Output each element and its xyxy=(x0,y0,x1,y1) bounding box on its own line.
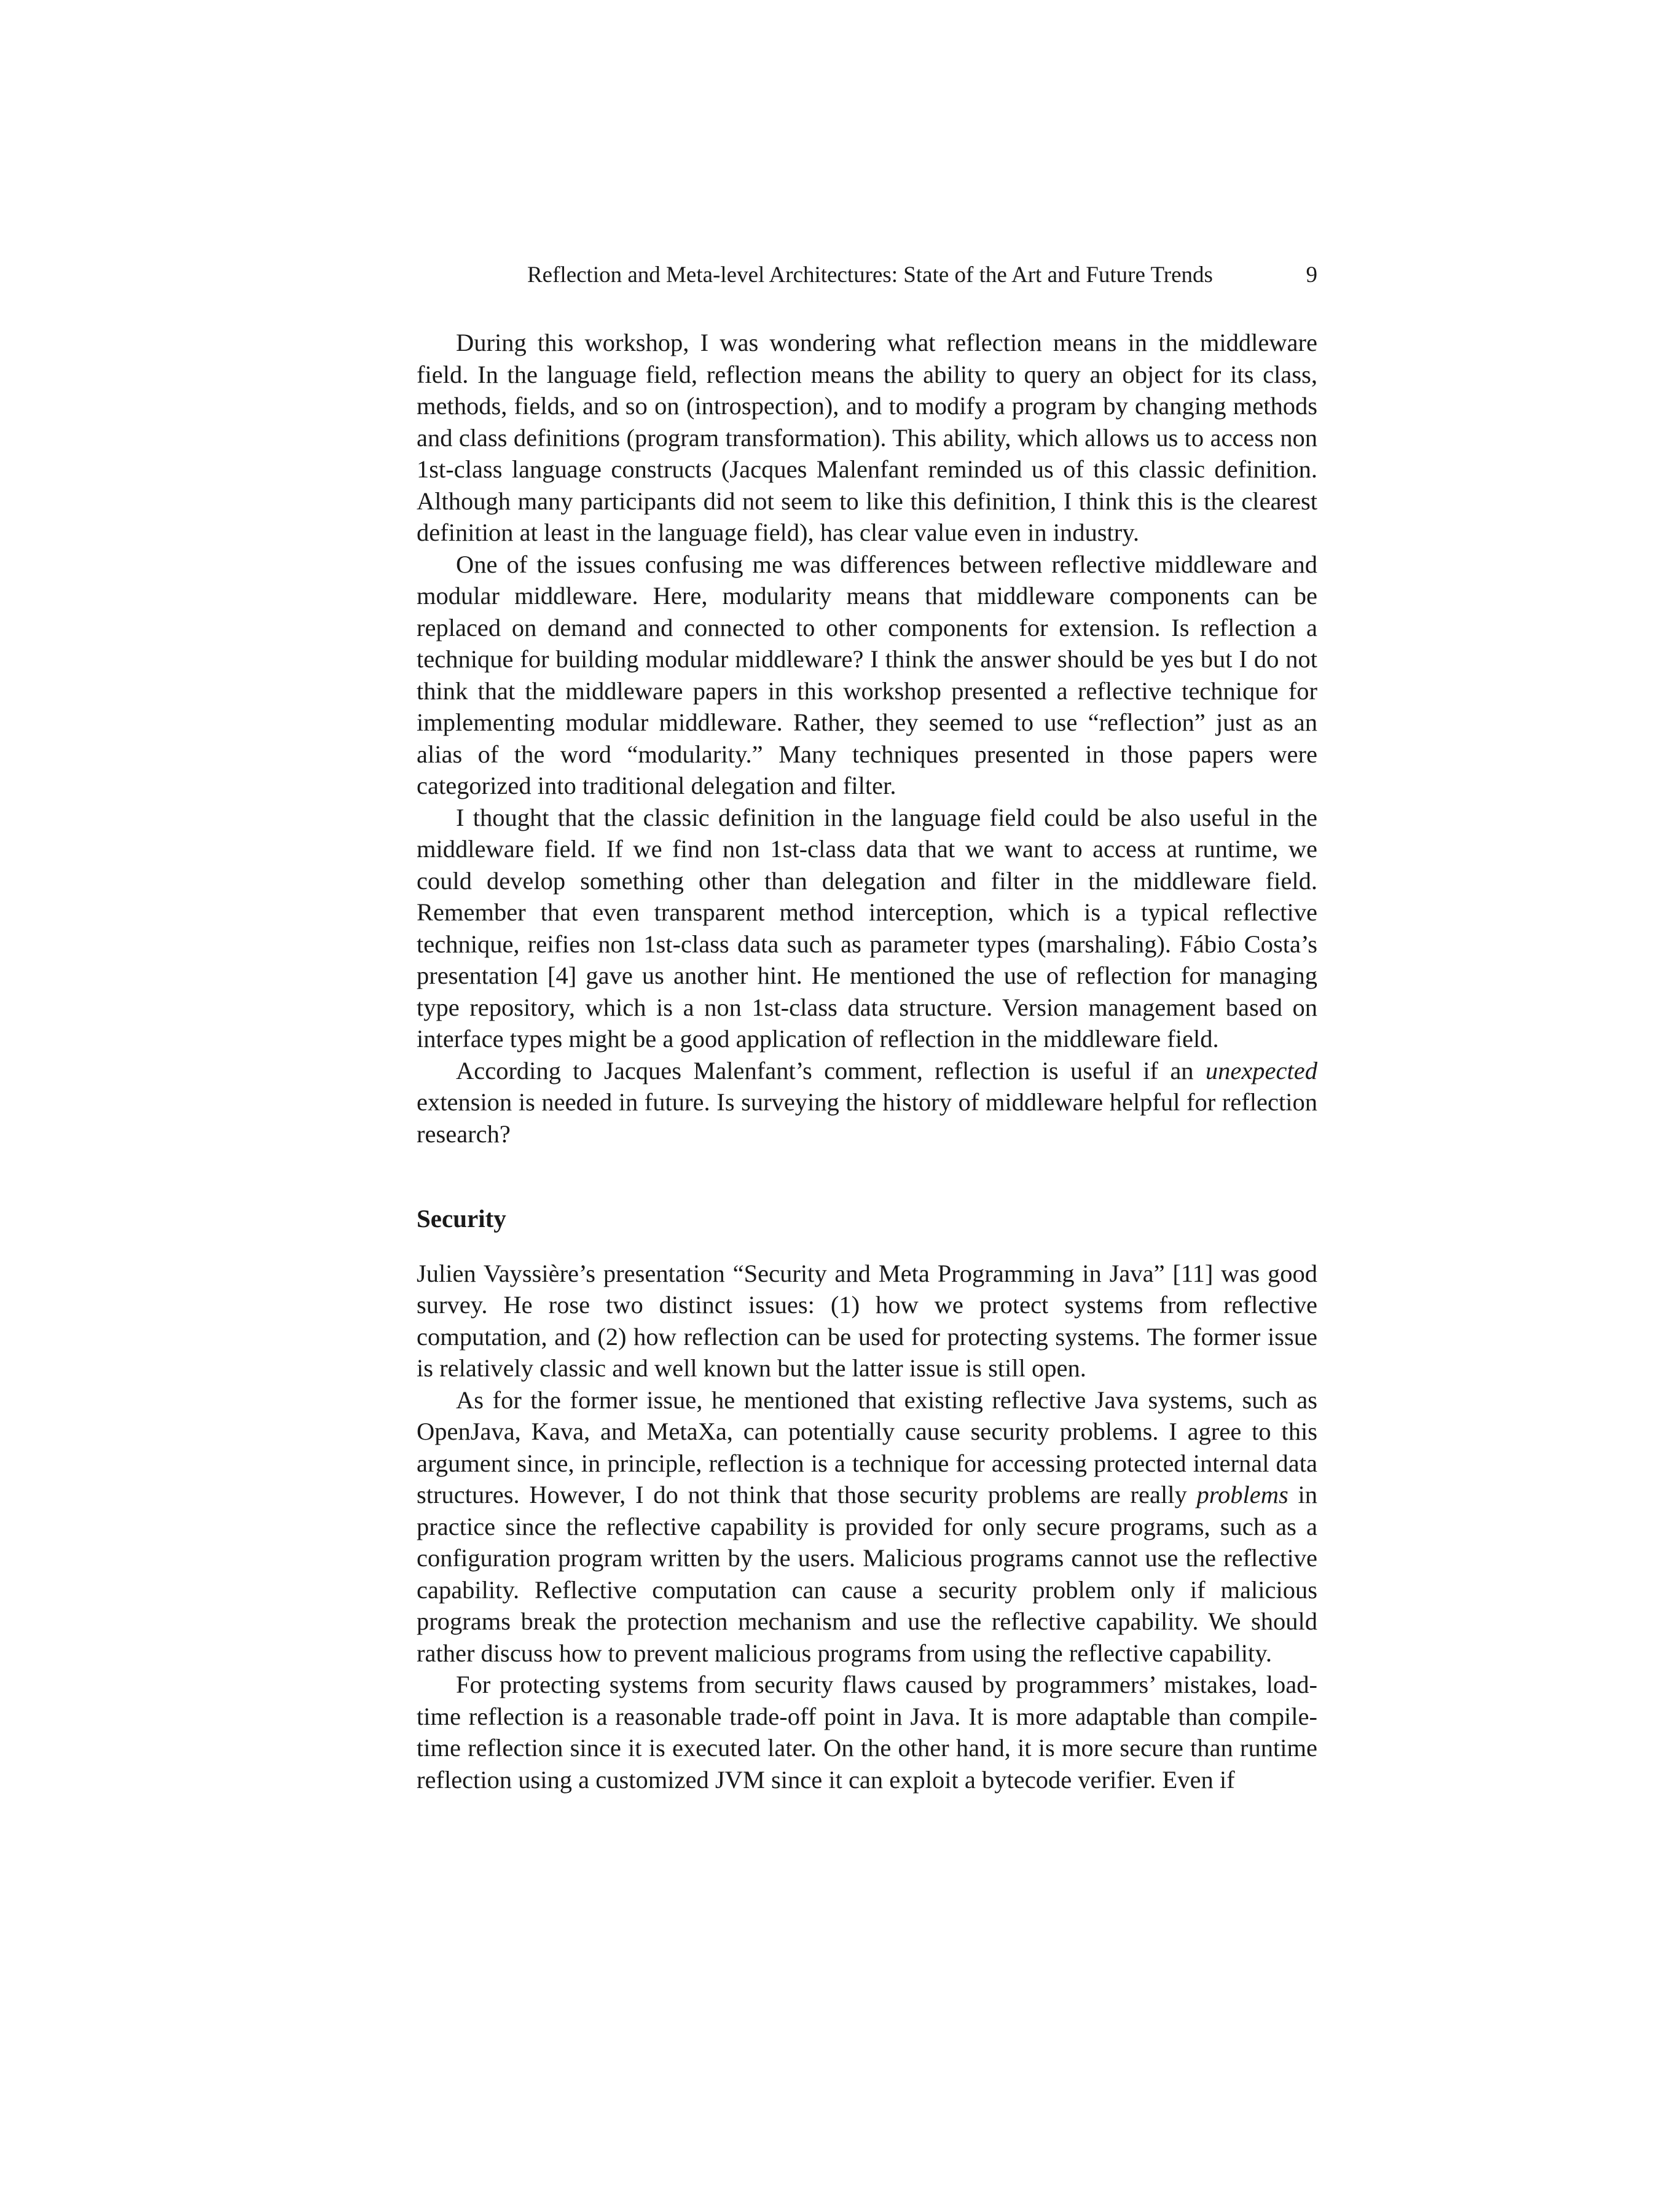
emphasis-text: unexpected xyxy=(1205,1056,1317,1084)
paragraph: I thought that the classic definition in the language field could be also useful in the middleware field. If we find non 1st-class data that we want to access at runtime, we could develop something other than delegation and filter in the middleware field. Remember that even transparent method interception, which is a typical reflective technique, reifies non 1st-class data such as parameter types (marshaling). Fábio Costa’s presentation [4] gave us another hint. He mentioned the use of reflection for managing type repository, which is a non 1st-class data structure. Version management based on interface types might be a good application of reflection in the middleware field. xyxy=(417,803,1317,1053)
paragraph xyxy=(417,1055,1317,1150)
paragraph xyxy=(417,1384,1317,1669)
running-title: Reflection and Meta-level Architectures: State of the Art and Future Trends xyxy=(527,262,1213,288)
paragraph-text: As for the former issue, he mentioned that existing reflective Java systems, such as OpenJava, Kava, and MetaXa, can potentially cause security problems. I agree to this argument since, in principle, reflection is a technique for accessing protected internal data structures. However, I do not think that those security problems are really xyxy=(417,1386,1317,1508)
paragraph-text: According to Jacques Malenfant’s comment, reflection is useful if an xyxy=(456,1056,1206,1084)
paragraph-text: extension is needed in future. Is surveying the history of middleware helpful for reflection research? xyxy=(417,1088,1317,1148)
paragraph: For protecting systems from security flaws caused by programmers’ mistakes, load-time reflection is a reasonable trade-off point in Java. It is more adaptable than compile-time reflection since it is executed later. On the other hand, it is more secure than runtime reflection using a customized JVM since it can exploit a bytecode verifier. Even if xyxy=(417,1671,1317,1794)
body-text xyxy=(417,327,1317,1795)
running-header xyxy=(417,258,1317,292)
document-page xyxy=(417,258,1317,1795)
page-number: 9 xyxy=(1306,262,1317,288)
emphasis-text: problems xyxy=(1196,1481,1288,1508)
section-heading-security: Security xyxy=(417,1204,506,1233)
paragraph: Julien Vayssière’s presentation “Security and Meta Programming in Java” [11] was good survey. He rose two distinct issues: (1) how we protect systems from reflective computation, and (2) how reflection can be used for protecting systems. The former issue is relatively classic and well known but the latter issue is still open. xyxy=(417,1259,1317,1382)
paragraph: One of the issues confusing me was differences between reflective middleware and modular middleware. Here, modularity means that middleware components can be replaced on demand and connected to other components for extension. Is reflection a technique for building modular middleware? I think the answer should be yes but I do not think that the middleware papers in this workshop presented a reflective technique for implementing modular middleware. Rather, they seemed to use “reflection” just as an alias of the word “modularity.” Many techniques presented in those papers were categorized into traditional delegation and filter. xyxy=(417,550,1317,799)
paragraph-text: in practice since the reflective capability is provided for only secure programs, such as a configuration program written by the users. Malicious programs cannot use the reflective capability. Reflective computation can cause a security problem only if malicious programs break the protection mechanism and use the reflective capability. We should rather discuss how to prevent malicious programs from using the reflective capability. xyxy=(417,1481,1317,1667)
paragraph: During this workshop, I was wondering what reflection means in the middleware field. In the language field, reflection means the ability to query an object for its class, methods, fields, and so on (introspection), and to modify a program by changing methods and class definitions (program transformation). This ability, which allows us to access non 1st-class language constructs (Jacques Malenfant reminded us of this classic definition. Although many participants did not seem to like this definition, I think this is the clearest definition at least in the language field), has clear value even in industry. xyxy=(417,329,1317,546)
